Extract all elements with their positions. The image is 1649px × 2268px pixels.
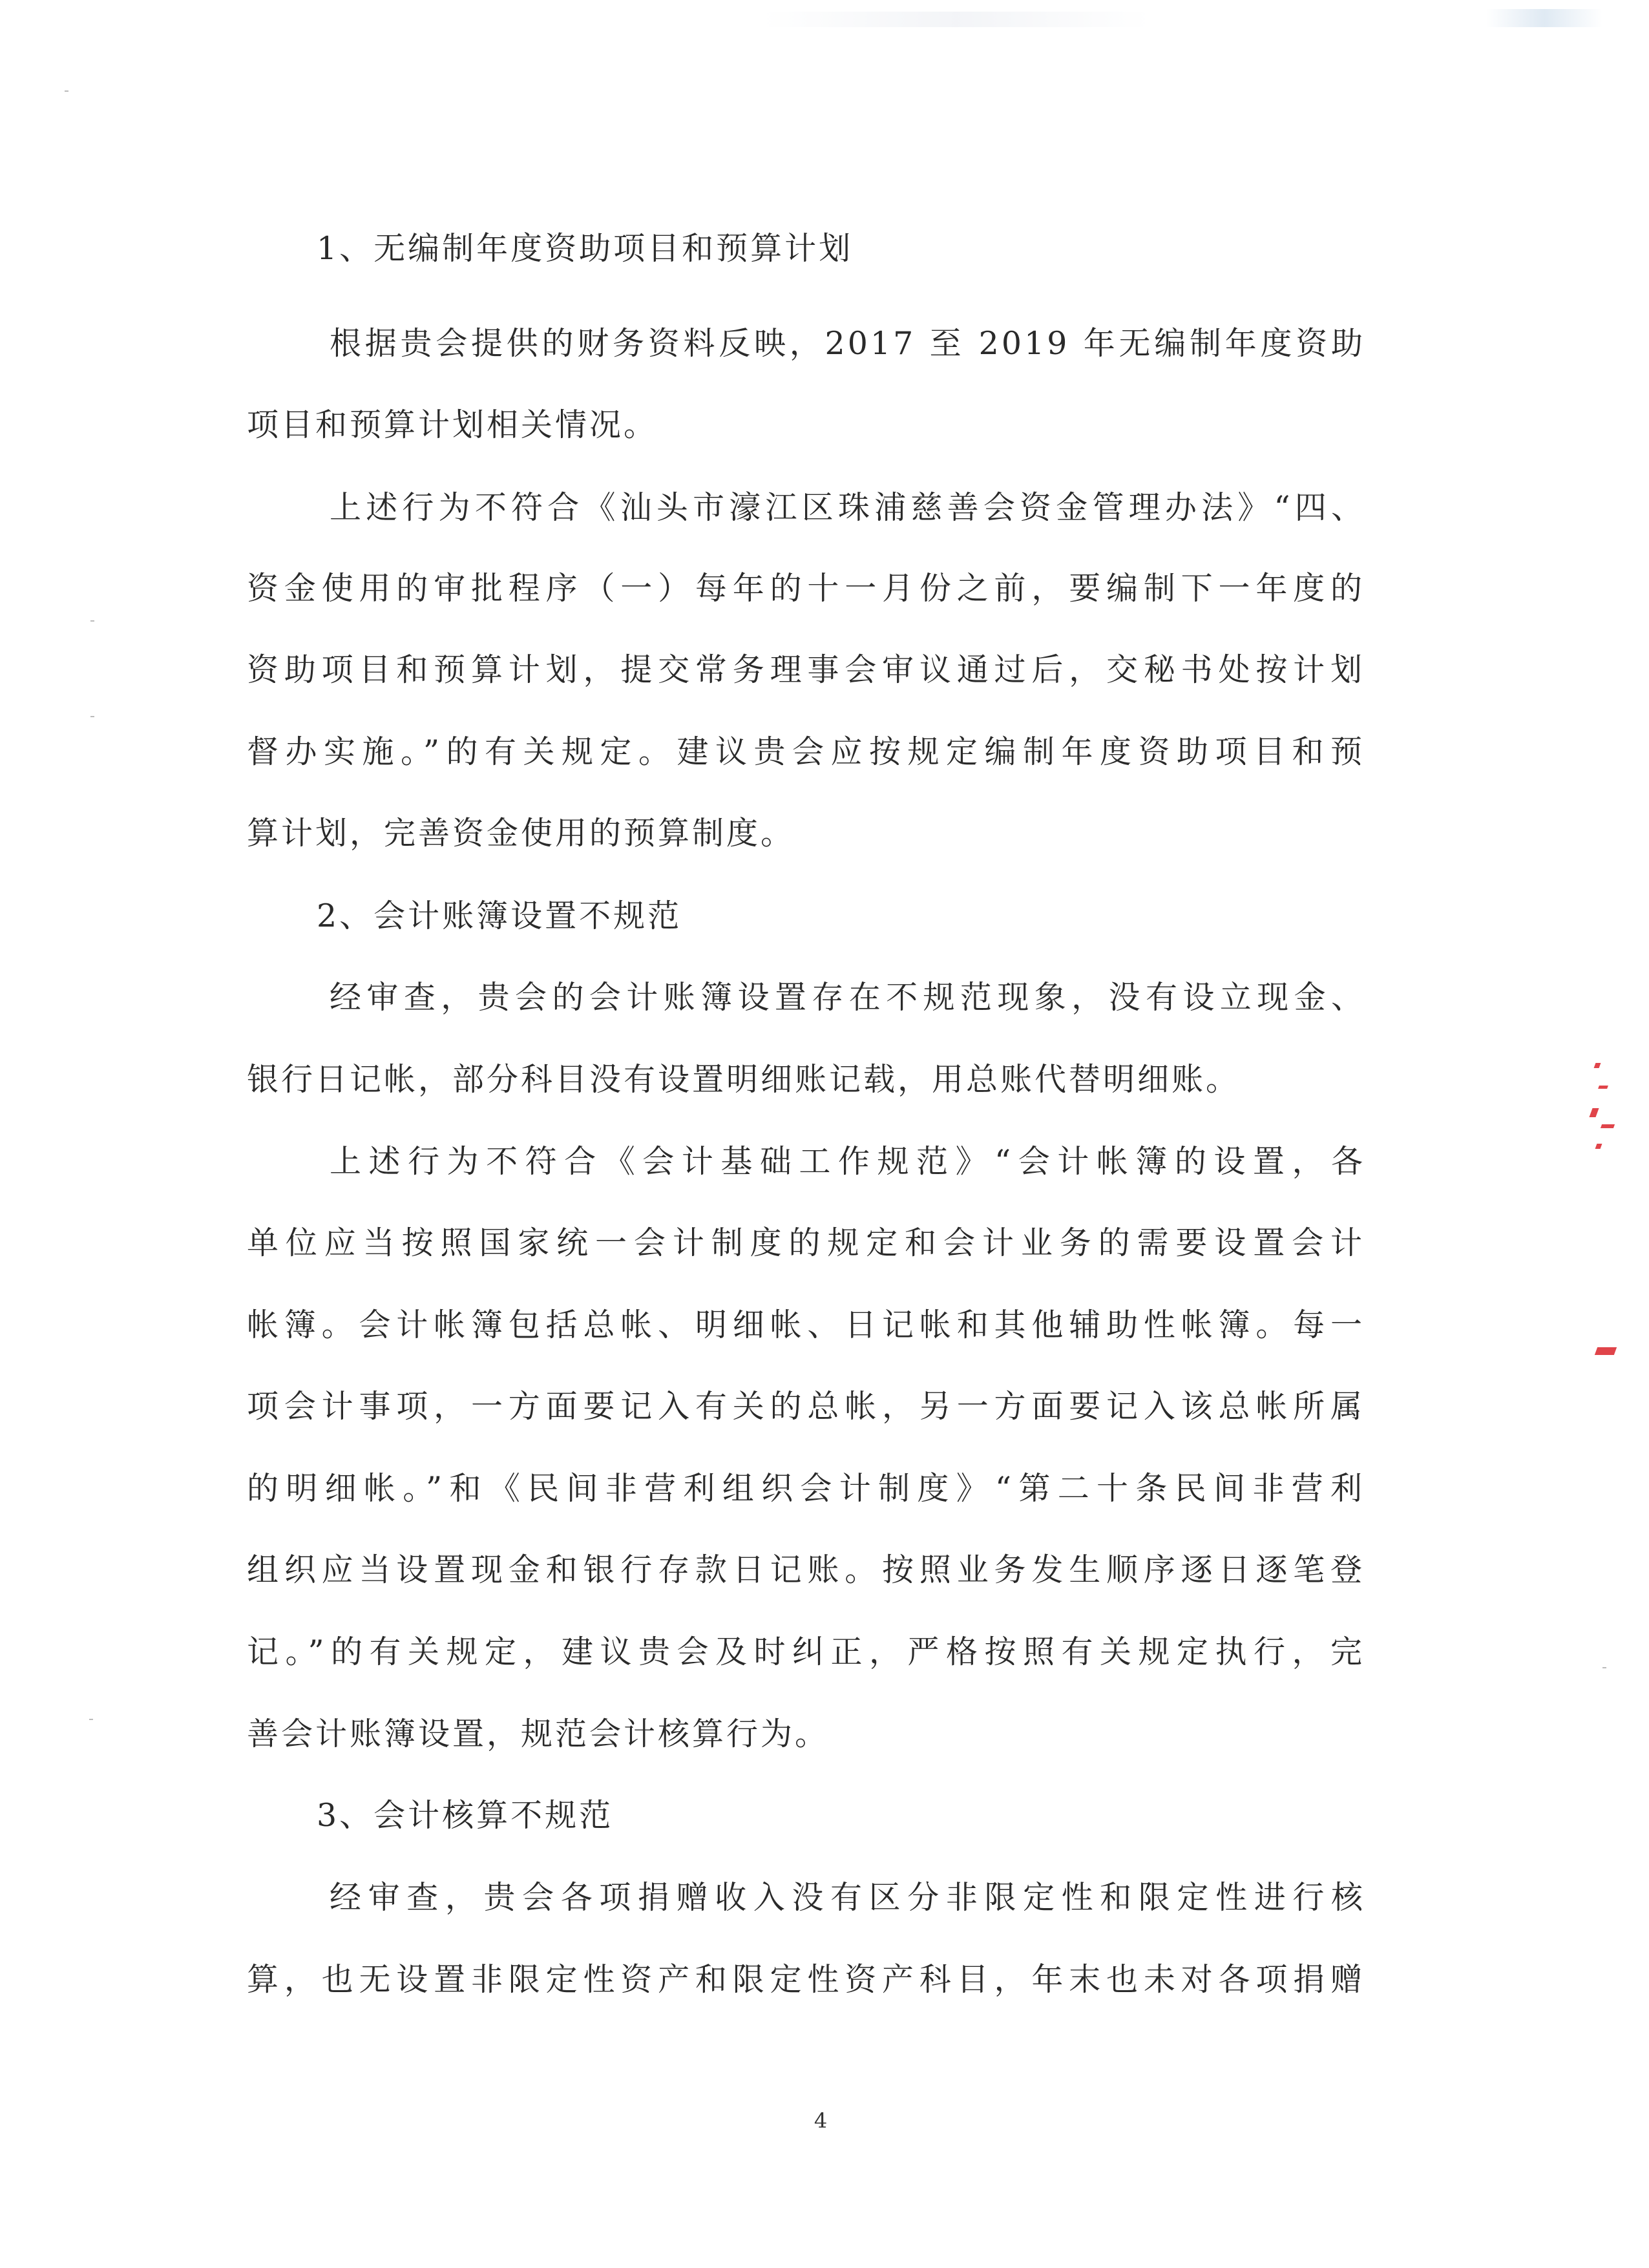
paragraph-line: 根据贵会提供的财务资料反映，2017 至 2019 年无编制年度资助 bbox=[330, 325, 1365, 362]
section-heading-3: 3、会计核算不规范 bbox=[317, 1797, 614, 1834]
scan-smudge bbox=[762, 12, 1150, 27]
paragraph-line: 组织应当设置现金和银行存款日记账。按照业务发生顺序逐日逐笔登 bbox=[247, 1551, 1365, 1588]
paragraph-line: 资助项目和预算计划，提交常务理事会审议通过后，交秘书处按计划 bbox=[247, 651, 1365, 688]
paragraph-line: 经审查，贵会各项捐赠收入没有区分非限定性和限定性进行核 bbox=[330, 1879, 1365, 1916]
scan-speck bbox=[90, 716, 94, 717]
paragraph-line: 算计划，完善资金使用的预算制度。 bbox=[247, 815, 795, 852]
scan-speck bbox=[65, 90, 68, 92]
scan-speck bbox=[89, 1719, 93, 1720]
paragraph-line: 帐簿。会计帐簿包括总帐、明细帐、日记帐和其他辅助性帐簿。每一 bbox=[247, 1307, 1365, 1343]
section-heading-2: 2、会计账簿设置不规范 bbox=[317, 898, 682, 934]
paragraph-line: 资金使用的审批程序（一）每年的十一月份之前，要编制下一年度的 bbox=[247, 570, 1365, 607]
paragraph-line: 上述行为不符合《会计基础工作规范》“会计帐簿的设置，各 bbox=[330, 1143, 1365, 1180]
paragraph-line: 银行日记帐，部分科目没有设置明细账记载，用总账代替明细账。 bbox=[247, 1061, 1241, 1098]
paragraph-line: 上述行为不符合《汕头市濠江区珠浦慈善会资金管理办法》“四、 bbox=[330, 489, 1365, 526]
scan-speck bbox=[1602, 1667, 1606, 1668]
scan-speck bbox=[90, 620, 94, 622]
paragraph-line: 的明细帐。”和《民间非营利组织会计制度》“第二十条民间非营利 bbox=[247, 1470, 1365, 1507]
paragraph-line: 项目和预算计划相关情况。 bbox=[247, 406, 658, 443]
paragraph-line: 项会计事项，一方面要记入有关的总帐，另一方面要记入该总帐所属 bbox=[247, 1388, 1365, 1425]
paragraph-line: 督办实施。”的有关规定。建议贵会应按规定编制年度资助项目和预 bbox=[247, 733, 1365, 770]
paragraph-line: 记。”的有关规定，建议贵会及时纠正，严格按照有关规定执行，完 bbox=[247, 1633, 1365, 1670]
section-heading-1: 1、无编制年度资助项目和预算计划 bbox=[317, 230, 854, 267]
paragraph-line: 算，也无设置非限定性资产和限定性资产科目，年末也未对各项捐赠 bbox=[247, 1961, 1365, 1998]
paragraph-line: 经审查，贵会的会计账簿设置存在不规范现象，没有设立现金、 bbox=[330, 979, 1365, 1016]
page-number: 4 bbox=[814, 2108, 828, 2133]
scan-smudge bbox=[1486, 9, 1602, 27]
paragraph-line: 单位应当按照国家统一会计制度的规定和会计业务的需要设置会计 bbox=[247, 1224, 1365, 1261]
paragraph-line: 善会计账簿设置，规范会计核算行为。 bbox=[247, 1716, 830, 1752]
